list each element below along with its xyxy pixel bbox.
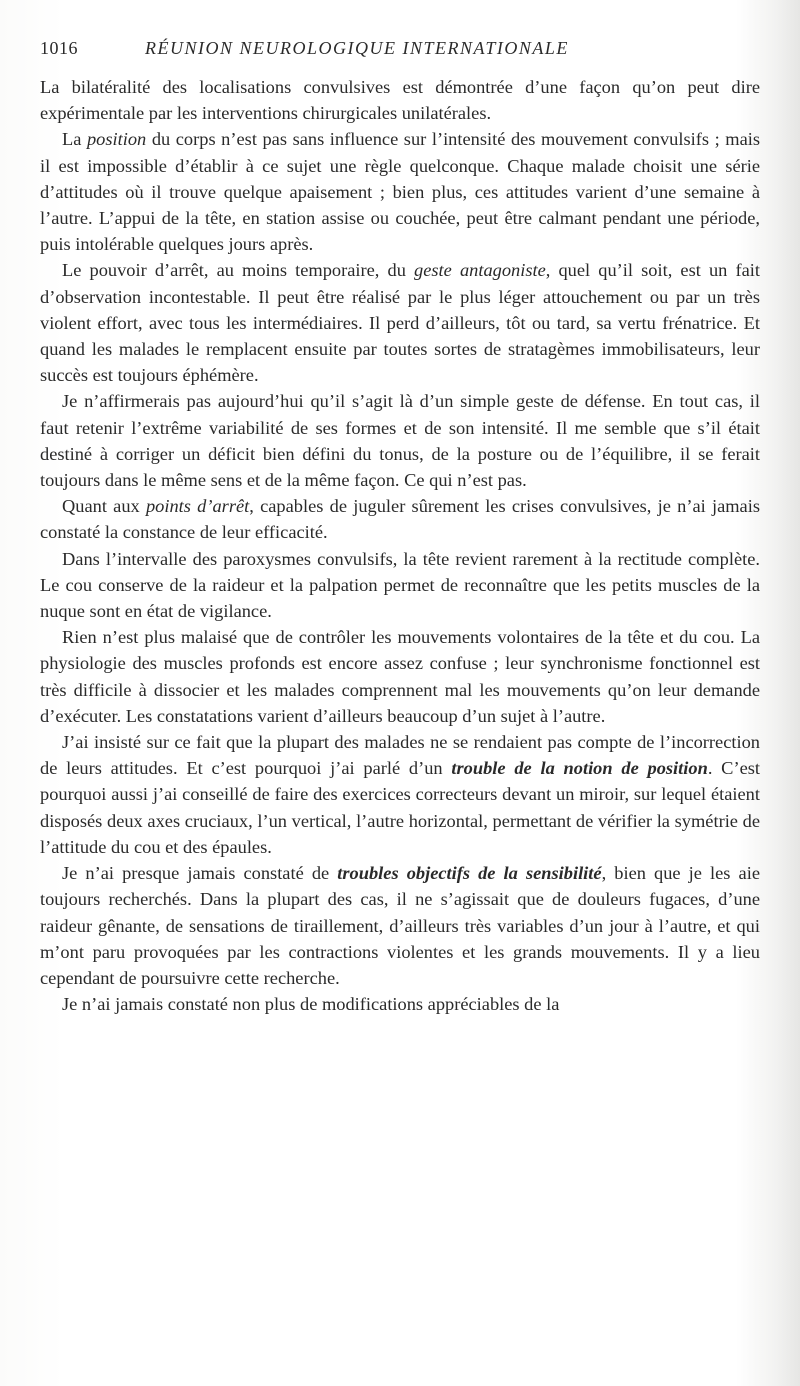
paragraph-text: Quant aux [62,496,146,517]
paragraph-defense [40,388,760,493]
paragraph-modifications [40,991,760,1017]
paragraph-text: Je n’affirmerais pas aujourd’hui qu’il s’agit là d’un simple geste de défense. En tout cas, il faut retenir l’extrême variabilité de ses formes et de son intensité. Il me semble que s’il était destiné à corriger un déficit bien défini du tonus, de la posture ou de l’équilibre, il se ferait toujours dans le même sens et de la même façon. Ce qui n’est pas. [40,391,760,491]
paragraph-text: , bien que je les aie toujours recherchés. Dans la plupart des cas, il ne s’agissait que de douleurs fugaces, d’une raideur gênante, de sensations de tiraillement, d’ailleurs très variables d’un jour à l’autre, et qui m’ont paru provoquées par les contractions violentes et les grands mouvements. Il y a lieu cependant de poursuivre cette recherche. [40,863,760,988]
italic-term-position: position [86,129,147,150]
paragraph-text: La bilatéralité des localisations convulsives est démontrée d’une façon qu’on peut dire expérimentale par les interventions chirurgicales unilatérales. [40,77,760,124]
paragraph-text: Le pouvoir d’arrêt, au moins temporaire, du [62,260,415,281]
running-header [40,38,760,62]
paragraph-text: Je n’ai jamais constaté non plus de modifications appréciables de la [62,994,560,1015]
paragraph-text: du corps n’est pas sans influence sur l’intensité des mouvement convulsifs ; mais il est impossible d’établir à ce sujet une règle quelconque. Chaque malade choisit une série d’attitudes où il trouve quelque apaisement ; bien plus, ces attitudes varient d’une semaine à l’autre. L’appui de la tête, en station assise ou couchée, peut être calmant pendant une période, puis intolérable quelques jours après. [40,129,760,255]
paragraph-text: La [62,129,87,150]
paragraph-text: Je n’ai presque jamais constaté de [62,863,338,884]
paragraph-text: Rien n’est plus malaisé que de contrôler les mouvements volontaires de la tête et du cou. La physiologie des muscles profonds est encore assez confuse ; leur synchronisme fonctionnel est très difficile à dissocier et les malades comprennent mal les mouvements qu’on leur demande d’exécuter. Les constatations varient d’ailleurs beaucoup d’un sujet à l’autre. [40,627,760,726]
paragraph-points-arret [40,493,760,545]
italic-term-trouble-notion-position: trouble de la notion de position [451,758,708,779]
page-number: 1016 [40,38,78,58]
italic-term-troubles-sensibilite: troubles objectifs de la sensibilité [337,863,602,884]
paragraph-text: , quel qu’il soit, est un fait d’observation incontestable. Il peut être réalisé par le plus léger attouchement ou par un très violent effort, avec tous les intermédiaires. Il perd d’ailleurs, tôt ou tard, sa vertu frénatrice. Et quand les malades le remplacent ensuite par toutes sortes de stratagèmes immobilisateurs, leur succès est toujours éphémère. [40,260,760,386]
paragraph-bilateralite [40,74,760,126]
paragraph-text: . C’est pourquoi aussi j’ai conseillé de faire des exercices correcteurs devant un miroir, sur lequel étaient disposés deux axes cruciaux, l’un vertical, l’autre horizontal, permettant de vérifier la symétrie de l’attitude du cou et des épaules. [40,758,761,857]
paragraph-text: , capables de juguler sûrement les crises convulsives, je n’ai jamais constaté la constance de leur efficacité. [40,496,760,543]
italic-term-points-arret: points d’arrêt [145,496,250,517]
italic-term-geste-antagoniste: geste antagoniste [414,260,546,281]
paragraph-position [40,126,760,257]
paragraph-notion-position [40,729,760,860]
running-title: RÉUNION NEUROLOGIQUE INTERNATIONALE [145,38,569,58]
body-text [40,74,760,1017]
paragraph-geste-antagoniste [40,257,760,388]
paragraph-intervalle [40,546,760,625]
paragraph-sensibilite [40,860,760,991]
paragraph-text: Dans l’intervalle des paroxysmes convulsifs, la tête revient rarement à la rectitude complète. Le cou conserve de la raideur et la palpation permet de reconnaître que les petits muscles de la nuque sont en état de vigilance. [40,548,760,622]
paragraph-mouvements-volontaires [40,624,760,729]
paragraph-text: J’ai insisté sur ce fait que la plupart des malades ne se rendaient pas compte de l’incorrection de leurs attitudes. Et c’est pourquoi j’ai parlé d’un [40,732,760,779]
